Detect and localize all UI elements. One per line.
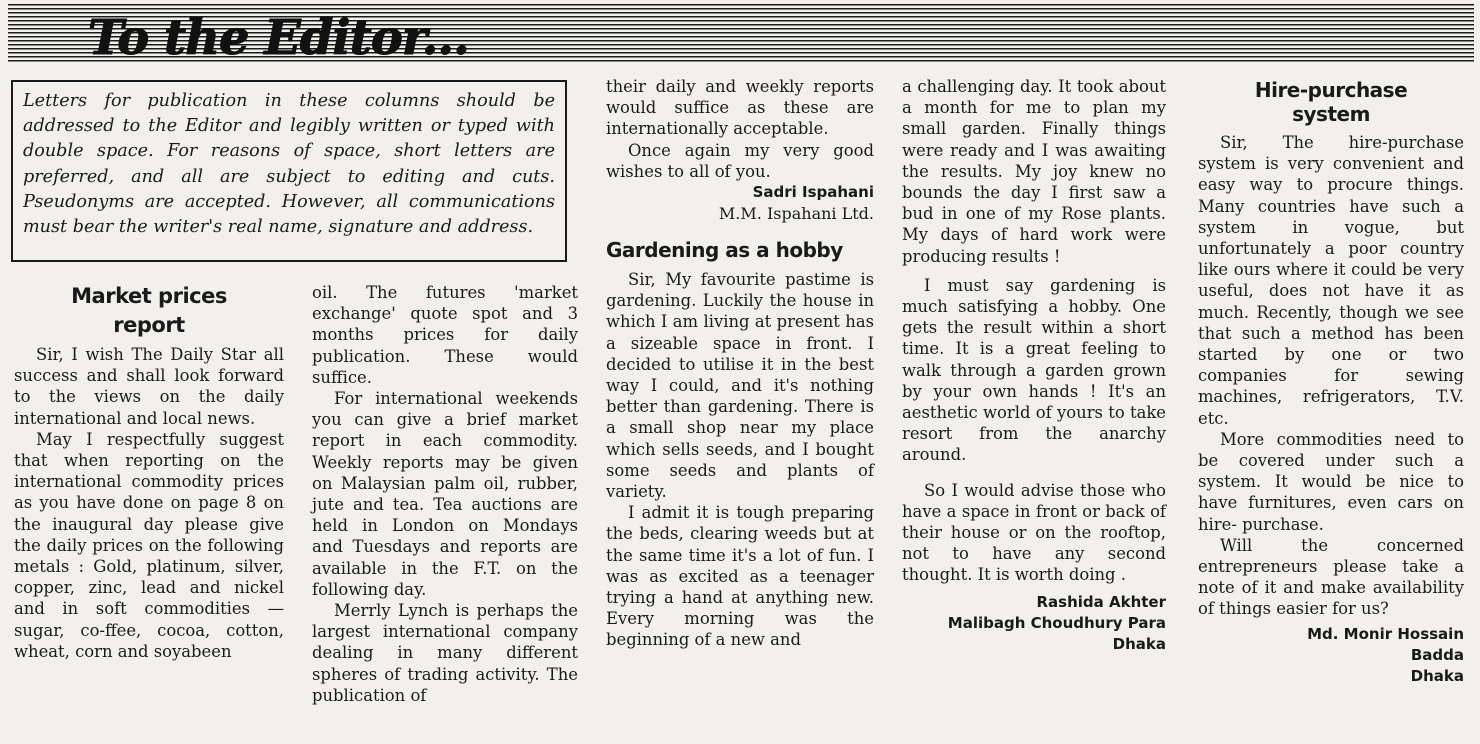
letter-address: Malibagh Choudhury Para <box>947 613 1166 632</box>
banner <box>8 4 1474 64</box>
paragraph: Once again my very good wishes to all of you. <box>606 140 874 181</box>
paragraph: Will the concerned entrepreneurs please take a note of it and make availability of things easier for us? <box>1198 535 1464 619</box>
letter-signature: Rashida Akhter <box>1036 592 1166 611</box>
paragraph: I must say gardening is much satisfying a hobby. One gets the result within a short time. It is a great feeling to walk through a garden grown by your own hands ! It's an aesthetic world of yours to take resort from the anarchy around. <box>902 275 1166 465</box>
column-4 <box>902 76 1166 655</box>
paragraph: a challenging day. It took about a month for me to plan my small garden. Finally things were ready and I was awaiting the results. My joy knew no bounds the day I first saw a bud in one of my Rose plants. My days of hard work were producing results ! <box>902 77 1166 266</box>
letter-signature: Md. Monir Hossain <box>1307 624 1464 643</box>
letter-signature: Sadri Ispahani <box>752 183 874 202</box>
paragraph: May I respectfully suggest that when reporting on the international commodity prices as you have done on page 8 on the inaugural day please give the daily prices on the following metals : Gold, platinum, silver, copper, zinc, lead and nickel and in soft commodities — sugar, co-ffee, cocoa, cotton, wheat, corn and soyabeen <box>14 429 284 661</box>
paragraph: Merrly Lynch is perhaps the largest international company dealing in many different spheres of trading activity. The publication of <box>312 601 578 705</box>
letter-address: Badda <box>1410 645 1464 664</box>
column-5 <box>1198 78 1464 687</box>
column-2 <box>312 282 578 706</box>
letter-heading-market: Market prices report <box>71 284 227 337</box>
letter-address: Dhaka <box>1410 666 1464 685</box>
editor-notice: Letters for publication in these columns should be addressed to the Editor and legibly written or typed with double space. For reasons of space, short letters are preferred, and all are subject to editing and cuts. Pseudonyms are accepted. However, all communications must bear the writer's real name, signature and address. <box>11 80 567 262</box>
paragraph: I admit it is tough preparing the beds, clearing weeds but at the same time it's a lot of fun. I was as excited as a teenager trying a hand at anything new. Every morning was the beginning of a new and <box>606 503 874 650</box>
paragraph: So I would advise those who have a space in front or back of their house or on the rooftop, not to have any second thought. It is worth doing . <box>902 480 1166 585</box>
paragraph: oil. The futures 'market exchange' quote spot and 3 months prices for daily publication. These would suffice. <box>312 283 578 387</box>
paragraph: More commodities need to be covered under such a system. It would be nice to have furnitures, even cars on hire- purchase. <box>1198 429 1464 534</box>
column-1 <box>14 282 284 662</box>
paragraph: Sir, I wish The Daily Star all success and shall look forward to the views on the daily international and local news. <box>14 345 284 428</box>
paragraph: Sir, My favourite pastime is gardening. Luckily the house in which I am living at present has a sizeable space in front. I decided to utilise it in the best way I could, and it's nothing better than gardening. There is a small shop near my place which sells seeds, and I bought some seeds and plants of variety. <box>606 270 874 502</box>
paragraph: Sir, The hire-purchase system is very convenient and easy way to procure things. Many countries have such a system in vogue, but unfortunately a poor country like ours where it could be very useful, does not have it as much. Recently, though we see that such a method has been started by one or two companies for sewing machines, refrigerators, T.V. etc. <box>1198 133 1464 428</box>
paragraph: For international weekends you can give a brief market report in each commodity. Weekly reports may be given on Malaysian palm oil, rubber, jute and tea. Tea auctions are held in London on Mondays and Tuesdays and reports are available in the F.T. on the following day. <box>312 389 578 599</box>
paragraph: their daily and weekly reports would suffice as these are internationally acceptable. <box>606 77 874 139</box>
letter-heading-hire-purchase: Hire-purchase system <box>1254 78 1408 126</box>
letter-address: Dhaka <box>1112 634 1166 653</box>
letter-organization: M.M. Ispahani Ltd. <box>718 204 874 224</box>
section-title: To the Editor... <box>88 10 469 66</box>
letter-heading-gardening: Gardening as a hobby <box>606 238 843 263</box>
column-3 <box>606 76 874 651</box>
